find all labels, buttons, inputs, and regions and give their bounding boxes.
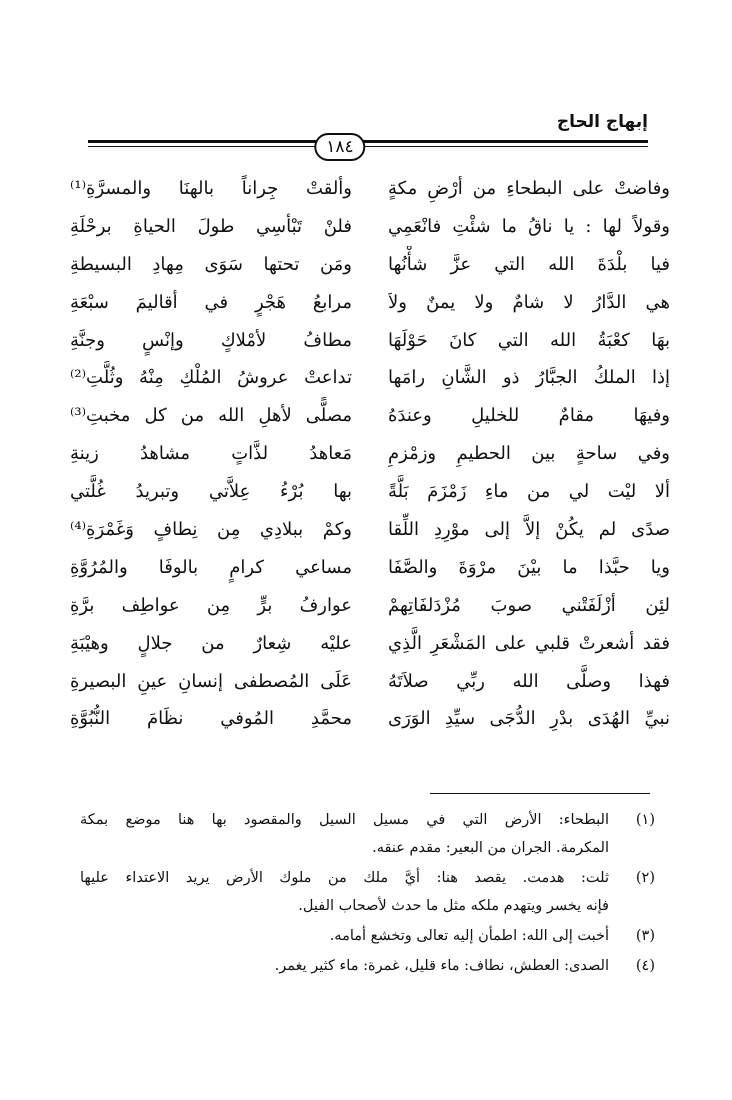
footnotes xyxy=(80,806,655,982)
footnote-number: (١) xyxy=(635,812,655,828)
footnote-number: (٤) xyxy=(635,958,655,974)
footnote-number: (٢) xyxy=(635,870,655,886)
verse-hemistich: بهَا كعْبَةُ الله التي كانَ حَوْلَهَا xyxy=(388,329,670,351)
verse-hemistich: مَعاهدُ لذَّاتٍ مشاهدُ زينةِ xyxy=(70,443,352,465)
book-title: إبهاج الحاج xyxy=(556,112,648,132)
verse-hemistich: بها بُرْءُ عِلاَّتي وتبريدُ غُلَّتي xyxy=(70,481,352,503)
verse-hemistich: عليْه شِعارٌ من جلالٍ وهيْبَةِ xyxy=(70,632,352,654)
verse-hemistich: فلنْ تَبْأسِي طولَ الحياةِ برحْلَةِ xyxy=(70,215,352,237)
verse-hemistich: عوارفُ برٍّ مِن عواطِف برَّةِ xyxy=(70,594,352,616)
verse-hemistich: فهذا وصلَّى الله ربِّي صلاَتَهُ xyxy=(388,670,670,692)
verse-hemistich: عَلَى المُصطفى إنسانِ عينِ البصيرةِ xyxy=(70,670,352,692)
footnote-line: أخبت إلى الله: اطمأن إليه تعالى وتخشع أمامه. xyxy=(329,928,609,944)
verse-hemistich: تداعتْ عروشُ المُلْكِ مِنْهُ وثُلَّتِ⁽²⁾ xyxy=(70,367,352,389)
verse-hemistich: مرابعُ هَجْرٍ في أقاليمَ سبْعَةِ xyxy=(70,291,352,313)
poem xyxy=(70,170,670,740)
footnote-separator xyxy=(430,793,650,794)
verse-hemistich: وكمْ ببلادِي مِن نِطافٍ وَغَمْرَةِ⁽⁴⁾ xyxy=(70,519,352,541)
footnote-line: البطحاء: الأرض التي في مسيل السيل والمقصود بها هنا موضع بمكة xyxy=(80,812,609,828)
verse-hemistich: وفاضتْ على البطحاءِ من أرْضِ مكةٍ xyxy=(388,178,670,199)
verse-hemistich: مصلًّى لأهلِ الله من كل مخبتِ⁽³⁾ xyxy=(70,405,352,427)
verse-hemistich: صدًى لم يكُنْ إلاَّ إلى موْرِدِ اللِّقا xyxy=(388,519,670,541)
verse-hemistich: وفيهَا مقامٌ للخليلِ وعندَهُ xyxy=(388,405,670,427)
poem-left-column xyxy=(70,170,352,740)
verse-hemistich: نبيِّ الهُدَى بدْرِ الدُّجَى سيِّدِ الوَرَى xyxy=(388,708,670,730)
footnote-line: الصدى: العطش، نطاف: ماء قليل، غمرة: ماء كثير يغمر. xyxy=(274,958,609,974)
footnote xyxy=(80,952,655,980)
verse-hemistich: مساعي كرامٍ بالوفَا والمُرُوَّةِ xyxy=(70,556,352,578)
footnote-text xyxy=(80,922,609,950)
footnote-text xyxy=(80,864,609,920)
footnote-line: المكرمة. الجران من البعير: مقدم عنقه. xyxy=(372,840,609,856)
verse-hemistich: مطافُ لأمْلاكٍ وإنْسٍ وجنَّةِ xyxy=(70,329,352,351)
page-header xyxy=(88,108,648,157)
header-rule-thick xyxy=(88,140,648,143)
footnote-line: ثلت: هدمت. يقصد هنا: أيَّ ملك من ملوك الأرض يريد الاعتداء عليها xyxy=(80,870,609,886)
verse-hemistich: ألا ليْت لي من ماءِ زَمْزَمَ بَلَّةً xyxy=(388,481,670,503)
verse-hemistich: هي الدَّارُ لا شامٌ ولا يمنٌ ولاَ xyxy=(388,291,670,313)
verse-hemistich: فيا بلْدَةَ الله التي عزَّ شأْنُها xyxy=(388,253,670,275)
verse-hemistich: وقولاً لها : يا ناقُ ما شئْتِ فانْعَمِي xyxy=(388,215,670,237)
footnote-text xyxy=(80,952,609,980)
footnote xyxy=(80,806,655,862)
verse-hemistich: ويا حبَّذا ما بيْنَ مرْوَةَ والصَّفَا xyxy=(388,556,670,578)
footnote xyxy=(80,922,655,950)
footnote-line: فإنه يخسر ويتهدم ملكه مثل ما حدث لأصحاب الفيل. xyxy=(298,898,609,914)
footnote xyxy=(80,864,655,920)
page-number: ١٨٤ xyxy=(314,133,365,161)
verse-hemistich: فقد أشعرتْ قلبي على المَشْعَرِ الَّذِي xyxy=(388,632,670,654)
verse-hemistich: وفي ساحةٍ بين الحطيمِ وزمْزمِ xyxy=(388,443,670,465)
verse-hemistich: ومَن تحتها سَوَى مِهادِ البسيطةِ xyxy=(70,253,352,275)
poem-right-column xyxy=(388,170,670,740)
verse-hemistich: لئِن أزْلَفَتْني صوبَ مُزْدَلفَاتِهمْ xyxy=(388,594,670,616)
verse-hemistich: إذا الملكُ الجبَّارُ ذو الشَّانِ رامَها xyxy=(388,367,670,389)
header-rule-thin xyxy=(88,146,648,147)
footnote-text xyxy=(80,806,609,862)
verse-hemistich: محمَّدِ المُوفي نظَامَ النُّبُوَّةِ xyxy=(70,708,352,730)
footnote-number: (٣) xyxy=(635,928,655,944)
verse-hemistich: وألقتْ جِراناً بالهنَا والمسرَّةِ⁽¹⁾ xyxy=(70,178,352,199)
